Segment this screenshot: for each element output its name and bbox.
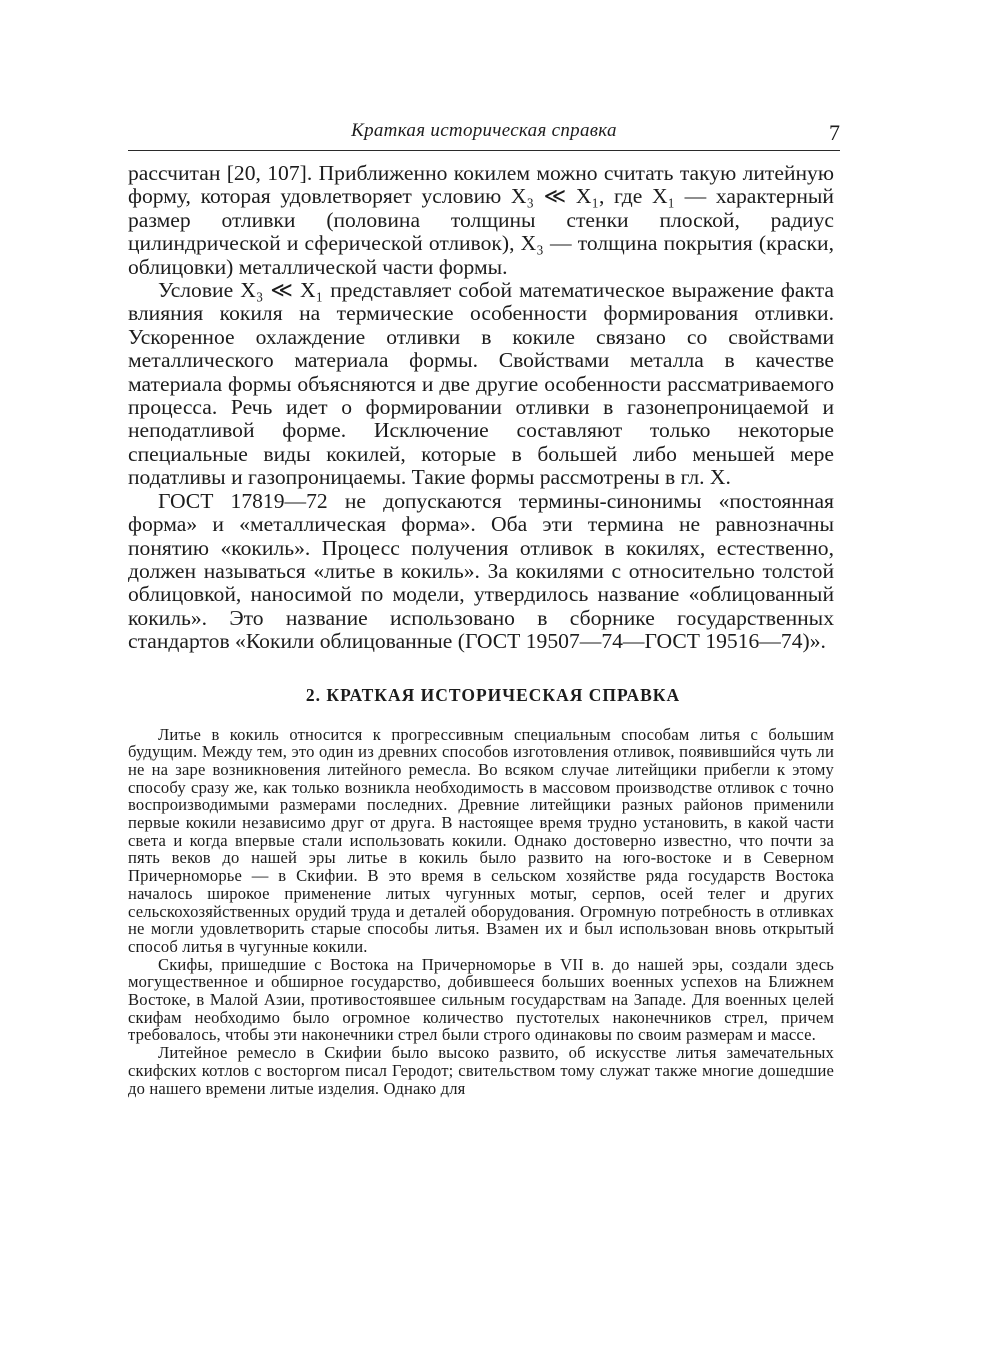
page-number: 7	[829, 120, 840, 145]
paragraph-history-1: Литье в кокиль относится к прогрессивным специальным способам литья с большим будущим. Между тем, это один из древних способов изготовления отливок, появившийся чуть ли не на заре возникновения литейного ремесла. Во всяком случае литейщики прибегли к этому способу сразу же, как только возникла необходимость в массовом производстве отливок с точно воспроизводимыми размерами последних. Древние литейщики разных районов применили первые кокили независимо друг от друга. В настоящее время трудно установить, в какой части света и когда впервые стали использовать кокили. Однако достоверно известно, что почти за пять веков до нашей эры литье в кокиль было развито на юго-востоке и в Северном Причерноморье — в Скифии. В это время в сельском хозяйстве ряда государств Востока началось широкое применение литых чугунных мотыг, серпов, осей телег и других сельскохозяйственных орудий труда и деталей оборудования. Огромную потребность в отливках не могли удовлетворить старые способы литья. Взамен их и был использован вновь открытый способ литья в чугунные кокили.	[128, 724, 834, 956]
paragraph-continued: рассчитан [20, 107]. Приближенно кокилем можно считать такую литейную форму, которая удовлетворяет условию X₃ ≪ X₁, где X₁ — характерный размер отливки (половина толщины стенки плоской, радиус цилиндрической и сферической отливок), X₃ — толщина покрытия (краски, облицовки) металлической части формы.	[128, 161, 834, 279]
paragraph-history-3: Литейное ремесло в Скифии было высоко развито, об искусстве литья замечательных скифских котлов с восторгом писал Геродот; свительством тому служат также многие дошедшие до нашего времени литые изделия. Однако для	[128, 1043, 834, 1098]
paragraph-gost: ГОСТ 17819—72 не допускаются термины-синонимы «постоянная форма» и «металлическая форма». Оба эти термина не равнозначны понятию «кокиль». Процесс получения отливок в кокилях, естественно, должен называться «литье в кокиль». За кокилями с относительно толстой облицовкой, наносимой по модели, утвердилось название «облицованный кокиль». Это название использовано в сборнике государственных стандартов «Кокили облицованные (ГОСТ 19507—74—ГОСТ 19516—74)».	[128, 488, 834, 654]
paragraph-history-2: Скифы, пришедшие с Востока на Причерноморье в VII в. до нашей эры, создали здесь могущественное и обширное государство, добившееся больших военных успехов на Ближнем Востоке, в Малой Азии, противостоявшее сильным государствам на Западе. Для военных целей скифам необходимо было огромное количество пустотелых наконечников стрел, причем требовалось, чтобы эти наконечники стрел были строго одинаковы по своим размерам и массе.	[128, 954, 834, 1045]
paragraph-condition: Условие X₃ ≪ X₁ представляет собой математическое выражение факта влияния кокиля на термические особенности формирования отливки. Ускоренное охлаждение отливки в кокиле связано со свойствами металлического материала формы. Свойствами металла в качестве материала формы объясняются и две другие особенности рассматриваемого процесса. Речь идет о формировании отливки в газонепроницаемой и неподатливой форме. Исключение составляют только некоторые специальные виды кокилей, которые в большей либо меньшей мере податливы и газопроницаемы. Такие формы рассмотрены в гл. X.	[128, 278, 834, 490]
body-text	[128, 162, 834, 1097]
running-title: Краткая историческая справка	[351, 120, 617, 141]
running-header	[128, 116, 840, 151]
section-heading: 2. КРАТКАЯ ИСТОРИЧЕСКАЯ СПРАВКА	[305, 684, 681, 705]
